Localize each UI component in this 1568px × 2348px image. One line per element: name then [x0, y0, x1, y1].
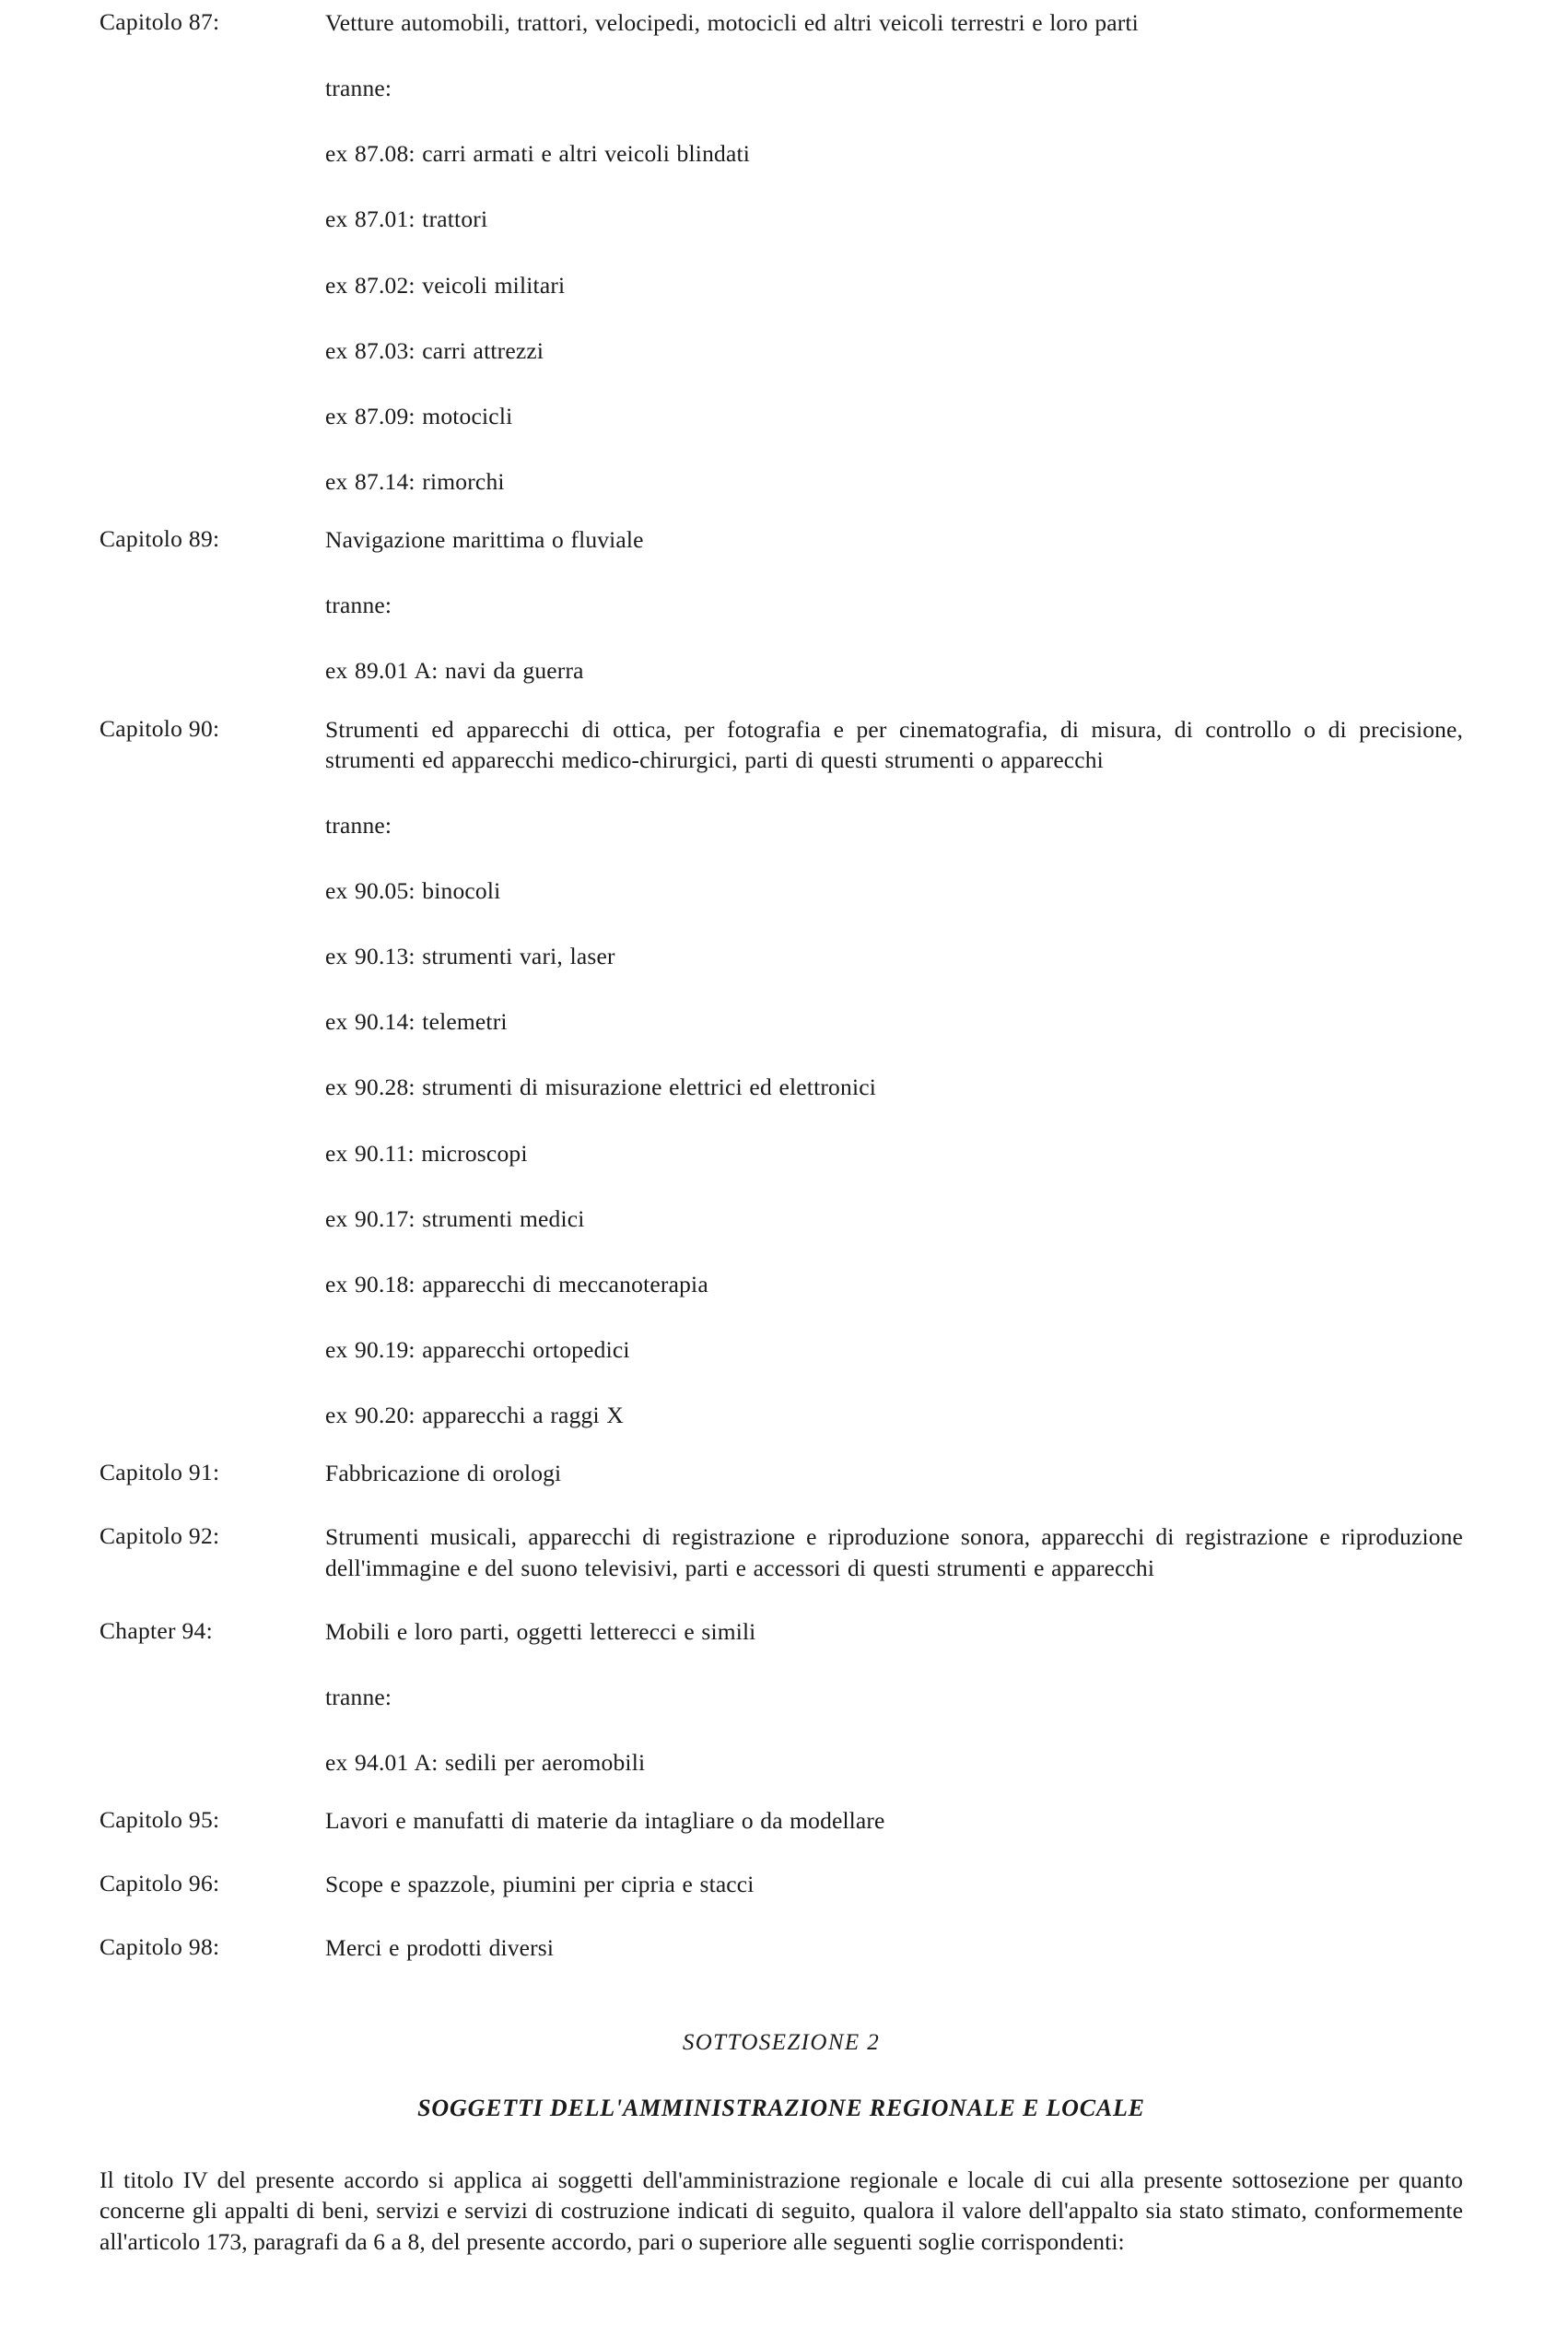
- chapter-entry: [99, 714, 1463, 1431]
- chapter-label: Capitolo 89:: [99, 525, 220, 553]
- chapter-exception: ex 90.13: strumenti vari, laser: [325, 943, 615, 970]
- chapter-except-keyword: tranne:: [325, 592, 392, 619]
- chapter-entry: [99, 524, 1463, 686]
- chapter-exception: ex 90.11: microscopi: [325, 1139, 528, 1167]
- chapter-body: [325, 1458, 1463, 1488]
- chapter-body: [325, 1869, 1463, 1899]
- chapter-exception: ex 90.14: telemetri: [325, 1008, 508, 1036]
- chapter-exception: ex 90.19: apparecchi ortopedici: [325, 1335, 630, 1363]
- chapter-exception: ex 94.01 A: sedili per aeromobili: [325, 1748, 646, 1776]
- chapter-entry: [99, 1521, 1463, 1582]
- chapter-description: Navigazione marittima o fluviale: [325, 526, 644, 554]
- chapter-label: Capitolo 98:: [99, 1933, 220, 1961]
- chapter-exception: ex 89.01 A: navi da guerra: [325, 657, 584, 685]
- chapter-exception: ex 87.03: carri attrezzi: [325, 336, 544, 364]
- chapter-entry: [99, 1932, 1463, 1963]
- chapter-entry: [99, 7, 1463, 497]
- chapter-exception: ex 90.05: binocoli: [325, 876, 501, 904]
- chapter-entry: [99, 1616, 1463, 1778]
- chapter-label: Capitolo 90:: [99, 714, 220, 742]
- chapter-description: Mobili e loro parti, oggetti letterecci e simili: [325, 1617, 756, 1645]
- chapter-body: [325, 1932, 1463, 1963]
- chapter-description: Fabbricazione di orologi: [325, 1460, 562, 1487]
- chapter-except-keyword: tranne:: [325, 811, 392, 839]
- chapter-exception: ex 90.28: strumenti di misurazione elettrici ed elettronici: [325, 1074, 877, 1101]
- chapter-body: [325, 524, 1463, 686]
- chapter-body: [325, 1805, 1463, 1836]
- chapter-label: Capitolo 96:: [99, 1870, 220, 1897]
- chapter-except-keyword: tranne:: [325, 75, 392, 102]
- chapter-body: [325, 1521, 1463, 1582]
- chapter-exception: ex 87.01: trattori: [325, 205, 488, 233]
- chapter-body: [325, 714, 1463, 1431]
- subsection-block: [99, 2030, 1463, 2259]
- chapter-exception: ex 87.09: motocicli: [325, 402, 513, 429]
- chapter-exception: ex 90.20: apparecchi a raggi X: [325, 1402, 624, 1429]
- subsection-title: SOGGETTI DELL'AMMINISTRAZIONE REGIONALE E LOCALE: [417, 2094, 1145, 2121]
- chapter-body: [325, 1616, 1463, 1778]
- chapter-exception: ex 87.14: rimorchi: [325, 467, 505, 495]
- chapter-label: Capitolo 92:: [99, 1522, 220, 1550]
- chapter-description: Strumenti ed apparecchi di ottica, per fotografia e per cinematografia, di misura, di controllo o di precisione, strumenti ed apparecchi medico-chirurgici, parti di questi strumenti o apparecchi: [325, 715, 1463, 773]
- subsection-label: SOTTOSEZIONE 2: [682, 2029, 881, 2055]
- chapter-entry: [99, 1869, 1463, 1899]
- chapter-description: Merci e prodotti diversi: [325, 1934, 555, 1962]
- chapter-exception: ex 87.08: carri armati e altri veicoli blindati: [325, 140, 751, 168]
- chapter-entry: [99, 1458, 1463, 1488]
- document-content: [99, 7, 1463, 2258]
- chapter-label: Capitolo 95:: [99, 1806, 220, 1834]
- chapter-exception: ex 87.02: veicoli militari: [325, 271, 566, 299]
- subsection-paragraph: Il titolo IV del presente accordo si applica ai soggetti dell'amministrazione regionale e locale di cui alla presente sottosezione per quanto concerne gli appalti di beni, servizi e servizi di costruzione indicati di seguito, qualora il valore dell'appalto sia stato stimato, conformemente all'articolo 173, paragrafi da 6 a 8, del presente accordo, pari o superiore alle seguenti soglie corrispondenti:: [99, 2166, 1463, 2256]
- chapter-label: Capitolo 87:: [99, 8, 220, 35]
- chapter-description: Vetture automobili, trattori, velocipedi, motocicli ed altri veicoli terrestri e loro parti: [325, 9, 1139, 36]
- chapter-except-keyword: tranne:: [325, 1683, 392, 1710]
- chapter-description: Strumenti musicali, apparecchi di registrazione e riproduzione sonora, apparecchi di registrazione e riproduzione dell'immagine e del suono televisivi, parti e accessori di questi strumenti e apparecchi: [325, 1523, 1463, 1581]
- chapter-label: Capitolo 91:: [99, 1459, 220, 1486]
- chapter-body: [325, 7, 1463, 497]
- chapter-exception: ex 90.17: strumenti medici: [325, 1204, 585, 1232]
- chapter-exception: ex 90.18: apparecchi di meccanoterapia: [325, 1270, 708, 1297]
- chapter-label: Chapter 94:: [99, 1616, 213, 1644]
- chapter-description: Scope e spazzole, piumini per cipria e stacci: [325, 1871, 755, 1898]
- chapter-description: Lavori e manufatti di materie da intagliare o da modellare: [325, 1807, 885, 1835]
- chapter-entry: [99, 1805, 1463, 1836]
